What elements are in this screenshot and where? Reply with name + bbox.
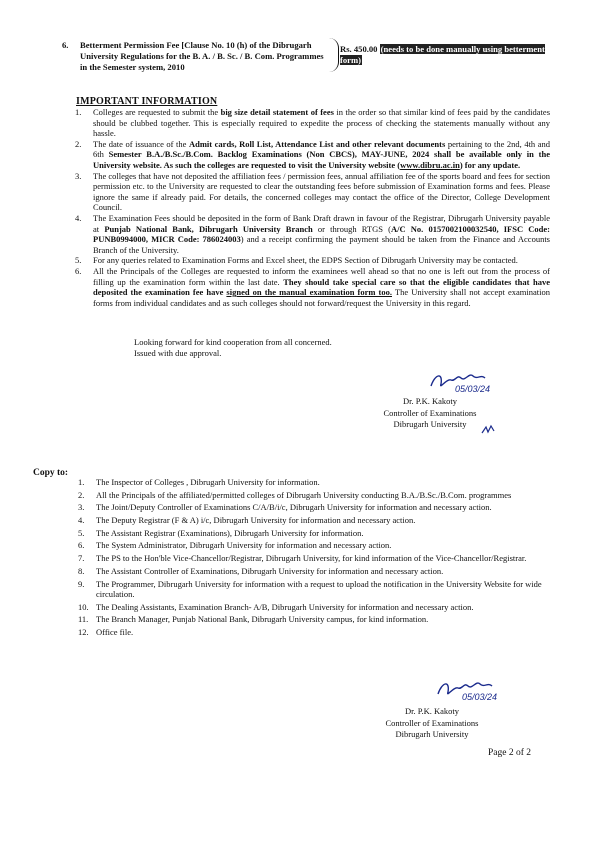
- signatory-org: Dibrugarh University: [395, 729, 469, 739]
- fee-brace: [328, 38, 339, 72]
- info-item-text: Punjab National Bank, Dibrugarh University Branch: [104, 223, 313, 234]
- info-item-text: All the Principals of the Colleges are requested to inform the examinees well ahead so that no one is left out from the process of filling up the examination form within the last date.: [93, 265, 550, 287]
- copy-to-item-text: Office file.: [96, 627, 134, 638]
- info-item-text: They should take special care so that the eligible candidates that have deposited the examination fee have: [93, 276, 550, 298]
- signatory-org: Dibrugarh University: [393, 419, 467, 429]
- copy-to-item-10: [78, 602, 548, 613]
- page-number: Page 2 of 2: [488, 748, 532, 758]
- copy-to-item-text: The Programmer, Dibrugarh University for information with a request to upload the notification in the University Website for wide circulation.: [96, 578, 542, 600]
- copy-to-item-4: [78, 515, 548, 526]
- copy-to-item-7: [78, 553, 548, 564]
- copy-to-item-number: 8.: [78, 565, 85, 576]
- info-item-text: The Examination Fees should be deposited in the form of Bank Draft drawn in favour of the Registrar, Dibrugarh University payable at: [93, 212, 550, 234]
- info-item-text: For any queries related to Examination Forms and Excel sheet, the EDPS Section of Dibrugarh University may be contacted.: [93, 255, 518, 266]
- copy-to-item-number: 5.: [78, 527, 85, 538]
- fee-amount-note: (needs to be done manually using betterment form): [340, 44, 545, 65]
- info-item-text: in the order so that similar kind of fees paid by the candidates should be clubbed together. This is especially required to expedite the process of checking the statements manually without any hassle.: [93, 107, 550, 139]
- info-item-text: ) and a receipt confirming the payment should be taken from the Finance and Accounts Branch of the University.: [93, 234, 550, 255]
- info-item-text: The date of issuance of the: [93, 138, 189, 149]
- copy-to-item-number: 7.: [78, 553, 85, 564]
- copy-to-item-number: 3.: [78, 502, 85, 513]
- copy-to-item-number: 6.: [78, 540, 85, 551]
- info-item-5: [75, 255, 550, 266]
- info-item-text: big size detail statement of fees: [220, 107, 334, 117]
- info-item-number: 4.: [75, 212, 82, 223]
- signatory-name: Dr. P.K. Kakoty: [402, 396, 458, 406]
- signatory-title: Controller of Examinations: [385, 717, 479, 728]
- signatory-name: Dr. P.K. Kakoty: [404, 706, 460, 716]
- info-item-number: 3.: [75, 170, 82, 181]
- copy-to-item-number: 12.: [78, 627, 89, 638]
- copy-to-item-number: 9.: [78, 578, 85, 589]
- handwritten-signature-2: [432, 670, 512, 704]
- fee-item-number: 6.: [62, 40, 69, 50]
- copy-to-item-text: The Assistant Controller of Examinations, Dibrugarh University for information and necessary action.: [96, 565, 444, 576]
- copy-to-item-number: 2.: [78, 489, 85, 500]
- info-item-6: [75, 266, 550, 308]
- copy-to-item-5: [78, 528, 548, 539]
- closing-line-cooperation: Looking forward for kind cooperation from all concerned.: [134, 337, 332, 347]
- info-item-3: [75, 171, 550, 213]
- copy-to-list: [78, 477, 548, 640]
- info-item-text: A/C No. 0157002100032540, IFSC Code: PUNB0994000, MICR Code: 786024003: [93, 223, 550, 245]
- copy-to-item-text: The Deputy Registrar (F & A) i/c, Dibrugarh University for information and necessary action.: [96, 515, 416, 526]
- initial-mark-1: [480, 424, 496, 436]
- copy-to-item-11: [78, 614, 548, 625]
- important-info-heading: IMPORTANT INFORMATION: [76, 96, 218, 107]
- copy-to-item-text: The Assistant Registrar (Examinations), Dibrugarh University for information.: [96, 527, 364, 538]
- copy-to-item-text: The Joint/Deputy Controller of Examinations C/A/B/i/c, Dibrugarh University for information and necessary action.: [96, 502, 492, 513]
- info-item-2: [75, 139, 550, 171]
- copy-to-heading: Copy to:: [33, 468, 69, 478]
- copy-to-item-text: All the Principals of the affiliated/permitted colleges of Dibrugarh University conducting B.A./B.Sc./B.Com. programmes: [96, 489, 512, 500]
- handwritten-date-1: 05/03/24: [455, 384, 491, 394]
- info-item-text: or through RTGS (: [312, 223, 391, 234]
- copy-to-item-6: [78, 540, 548, 551]
- closing-line-approval: Issued with due approval.: [134, 348, 222, 358]
- info-item-text: The University shall not accept examination forms from individual candidates and as such colleges should not forward/request the University in this regard.: [93, 287, 551, 308]
- info-item-text: Admit cards, Roll List, Attendance List and other relevant documents: [188, 138, 446, 149]
- info-item-text: www.dibru.ac.in: [400, 159, 460, 170]
- signature-block-2: [372, 706, 492, 741]
- copy-to-item-text: The System Administrator, Dibrugarh University for information and necessary action.: [96, 540, 392, 551]
- copy-to-item-text: The Inspector of Colleges , Dibrugarh University for information.: [96, 477, 320, 487]
- info-item-4: [75, 213, 550, 255]
- handwritten-date-2: 05/03/24: [462, 692, 498, 702]
- info-item-text: Colleges are requested to submit the: [93, 107, 221, 117]
- copy-to-item-number: 11.: [78, 614, 89, 625]
- copy-to-item-number: 1.: [78, 477, 85, 487]
- copy-to-item-2: [78, 490, 548, 501]
- copy-to-item-number: 10.: [78, 601, 89, 612]
- info-item-number: 1.: [75, 107, 82, 117]
- handwritten-signature-1: [425, 362, 505, 396]
- copy-to-item-number: 4.: [78, 515, 85, 526]
- copy-to-item-3: [78, 502, 548, 513]
- fee-amount: [340, 44, 560, 66]
- info-item-text: ) for any update.: [459, 159, 521, 170]
- info-item-text: signed on the manual examination form too.: [226, 287, 392, 298]
- info-item-number: 5.: [75, 255, 82, 266]
- copy-to-item-12: [78, 627, 548, 638]
- signature-block-1: [370, 396, 490, 431]
- info-item-text: Semester B.A./B.Sc./B.Com. Backlog Examinations (Non CBCS), MAY-JUNE, 2024 shall be available only in the University website. As such the colleges are requested to visit the University website (: [93, 149, 550, 170]
- info-item-text: The colleges that have not deposited the affiliation fees / permission fees, annual affiliation fee of the sports board and fees for section permission etc. to the University are requested to clear the outstanding fees before submission of Examination forms and fees. Please ignore the same if already paid. For details, the concerned colleges may contact the office of the Director, College Development Council.: [93, 170, 550, 213]
- copy-to-item-text: The PS to the Hon'ble Vice-Chancellor/Registrar, Dibrugarh University, for kind information of the Vice-Chancellor/Registrar.: [96, 553, 527, 564]
- fee-amount-value: Rs. 450.00: [340, 44, 378, 54]
- info-item-number: 2.: [75, 138, 82, 149]
- copy-to-item-9: [78, 579, 548, 600]
- info-item-text: pertaining to the 2nd, 4th and 6th: [93, 138, 550, 160]
- important-info-list: [75, 107, 550, 308]
- copy-to-item-text: The Dealing Assistants, Examination Branch- A/B, Dibrugarh University for information and necessary action.: [96, 601, 474, 612]
- copy-to-item-8: [78, 566, 548, 577]
- info-item-number: 6.: [75, 265, 82, 276]
- signatory-title: Controller of Examinations: [383, 407, 477, 418]
- copy-to-item-text: The Branch Manager, Punjab National Bank, Dibrugarh University campus, for kind information.: [96, 614, 429, 625]
- copy-to-item-1: [78, 477, 548, 488]
- fee-item-text: Betterment Permission Fee [Clause No. 10 (h) of the Dibrugarh University Regulations for the B. A. / B. Sc. / B. Com. Programmes in the Semester system, 2010: [80, 40, 324, 72]
- info-item-1: [75, 107, 550, 139]
